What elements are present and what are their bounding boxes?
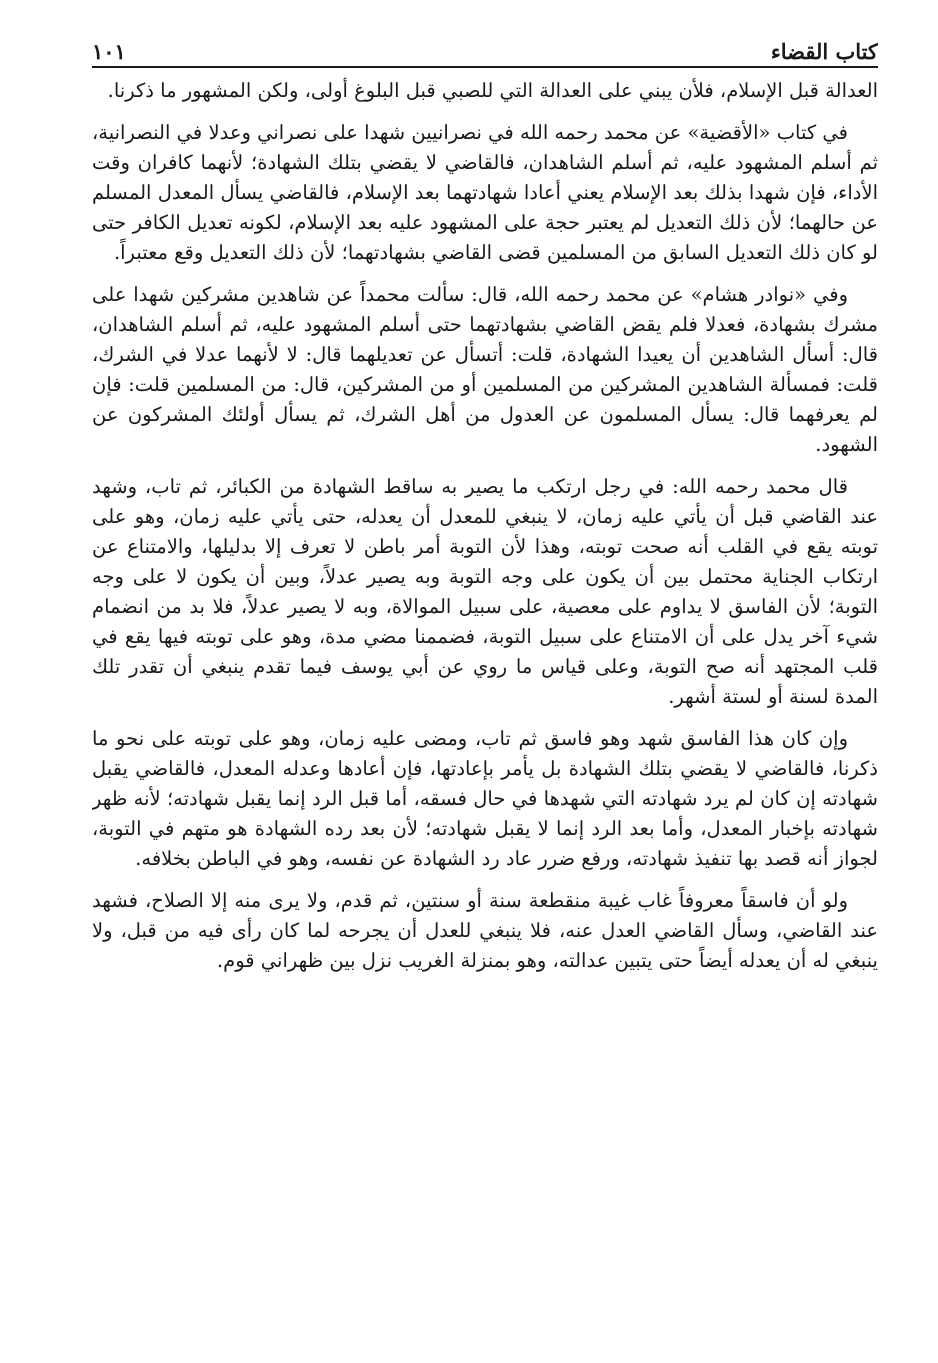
running-header	[92, 30, 878, 68]
paragraph: ولو أن فاسقاً معروفاً غاب غيبة منقطعة سنة أو سنتين، ثم قدم، ولا يرى منه إلا الصلاح، فشهد عند القاضي، وسأل القاضي العدل عنه، فلا ينبغي للعدل أن يجرحه لما كان رأى فيه من قبل، ولا ينبغي له أن يعدله أيضاً حتى يتبين عدالته، وهو بمنزلة الغريب نزل بين ظهراني قوم.	[92, 889, 878, 972]
paragraph: وإن كان هذا الفاسق شهد وهو فاسق ثم تاب، ومضى عليه زمان، وهو على توبته على نحو ما ذكرنا، فالقاضي لا يقضي بتلك الشهادة بل يأمر بإعادتها، فإن أعادها وعدله المعدل، فالقاضي يقبل شهادته إن كان لم يرد شهادته التي شهدها في حال فسقه، أما قبل الرد إنما يقبل شهادته؛ لأنه ظهر شهادته بإخبار المعدل، وأما بعد الرد إنما لا يقبل شهادته؛ لأن بعد رده الشهادة هو متهم في التوبة، لجواز أنه قصد بها تنفيذ شهادته، ورفع ضرر عاد رد الشهادة عن نفسه، وهو في الباطن بخلافه.	[92, 727, 878, 870]
header-title: كتاب القضاء	[770, 39, 878, 64]
paragraph: في كتاب «الأقضية» عن محمد رحمه الله في نصرانيين شهدا على نصراني وعدلا في النصرانية، ثم أسلم المشهود عليه، ثم أسلم الشاهدان، فالقاضي لا يقضي بتلك الشهادة؛ لأنهما كافران وقت الأداء، فإن شهدا بذلك بعد الإسلام يعني أعادا شهادتهما بعد الإسلام، فالقاضي يسأل المعدل المسلم عن حالهما؛ لأن ذلك التعديل لم يعتبر حجة على المشهود عليه بعد الإسلام، لكونه تعديل الكافر حتى لو كان ذلك التعديل السابق من المسلمين قضى القاضي بشهادتهما؛ لأن ذلك التعديل وقع معتبراً.	[92, 121, 878, 264]
paragraph: العدالة قبل الإسلام، فلأن يبني على العدالة التي للصبي قبل البلوغ أولى، ولكن المشهور ما ذكرنا.	[107, 79, 878, 102]
book-page	[92, 30, 878, 1340]
page-number: ١٠١	[92, 39, 126, 64]
paragraph: قال محمد رحمه الله: في رجل ارتكب ما يصير به ساقط الشهادة من الكبائر، ثم تاب، وشهد عند القاضي قبل أن يأتي عليه زمان، لا ينبغي للمعدل أن يعدله، حتى يأتي عليه زمان، وهو على توبته يقع في القلب أنه صحت توبته، وهذا لأن التوبة أمر باطن لا تعرف إلا بدليلها، والامتناع عن ارتكاب الجناية محتمل بين أن يكون على وجه التوبة وبه يصير عدلاً، وبين أن يكون لا على وجه التوبة؛ لأن الفاسق لا يداوم على معصية، على سبيل الموالاة، وبه لا يصير عدلاً، فلا بد من انضمام شيء آخر يدل على أن الامتناع على سبيل التوبة، فضممنا مضي مدة، وهو على توبته فيها يقع في قلب المجتهد أنه صح التوبة، وعلى قياس ما روي عن أبي يوسف فيما تقدم ينبغي أن تقدر تلك المدة لسنة أو لستة أشهر.	[92, 475, 878, 708]
paragraph: وفي «نوادر هشام» عن محمد رحمه الله، قال: سألت محمداً عن شاهدين مشركين شهدا على مشرك بشهادة، فعدلا فلم يقض القاضي بشهادتهما حتى أسلم المشهود عليه، ثم أسلم الشاهدان، قال: أسأل الشاهدين أن يعيدا الشهادة، قلت: أتسأل عن تعديلهما قال: لا لأنهما عدلا في الشرك، قلت: فمسألة الشاهدين المشركين من المسلمين أو من المشركين، قال: من المسلمين قلت: فإن لم يعرفهما قال: يسأل المسلمون عن العدول من أهل الشرك، ثم يسأل أولئك المشركون عن الشهود.	[92, 283, 878, 456]
page-body	[92, 76, 878, 976]
